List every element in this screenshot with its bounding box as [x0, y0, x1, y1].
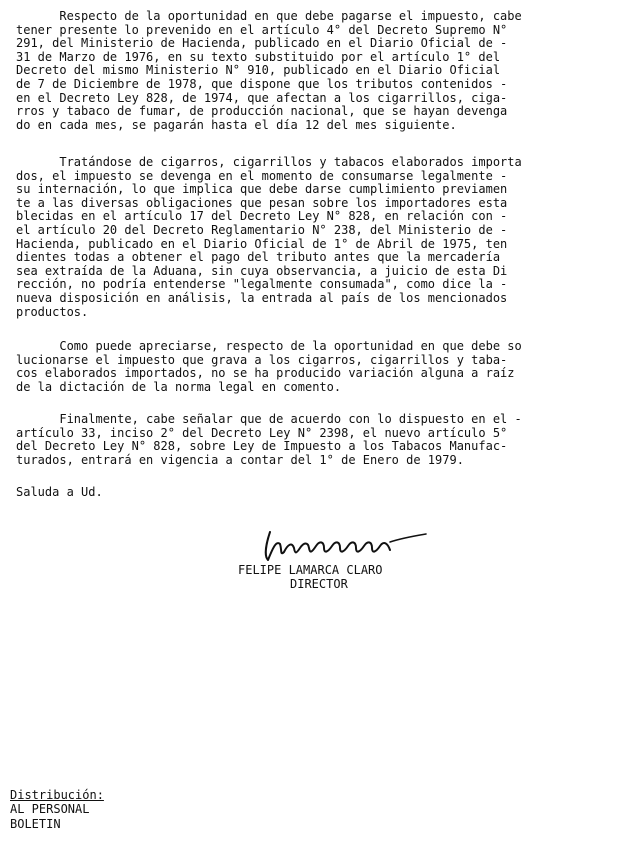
closing-text: Saluda a Ud. — [16, 485, 103, 499]
text-line: lucionarse el impuesto que grava a los cigarros, cigarrillos y taba- — [16, 352, 508, 367]
text-line: su internación, lo que implica que debe darse cumplimiento previamen — [16, 182, 508, 197]
text-line: dientes todas a obtener el pago del tributo antes que la mercadería — [16, 250, 501, 265]
closing-salutation — [16, 486, 616, 500]
text-line: el artículo 20 del Decreto Reglamentario N° 238, del Ministerio de - — [16, 222, 508, 237]
text-line: de 7 de Diciembre de 1978, que dispone que los tributos contenidos - — [16, 76, 508, 91]
text-line: blecidas en el artículo 17 del Decreto Ley N° 828, en relación con - — [16, 209, 508, 224]
distribution-item: AL PERSONAL — [10, 802, 90, 817]
text-line: rección, no podría entenderse "legalmente consumada", como dice la - — [16, 277, 508, 292]
text-line: productos. — [16, 304, 89, 319]
text-line: Tratándose de cigarros, cigarrillos y tabacos elaborados importa — [16, 155, 522, 169]
text-line: te a las diversas obligaciones que pesan sobre los importadores esta — [16, 195, 508, 210]
handwritten-signature — [262, 520, 432, 568]
text-line: tener presente lo prevenido en el artículo 4° del Decreto Supremo N° — [16, 22, 508, 37]
text-line: sea extraída de la Aduana, sin cuya observancia, a juicio de esta Di — [16, 263, 508, 278]
distribution-heading: Distribución: — [10, 788, 104, 802]
paragraph-no-variation — [16, 340, 616, 394]
text-line: do en cada mes, se pagarán hasta el día 12 del mes siguiente. — [16, 117, 457, 132]
paragraph-imported-tobacco — [16, 156, 616, 319]
text-line: de la dictación de la norma legal en comento. — [16, 379, 342, 394]
text-line: cos elaborados importados, no se ha producido variación alguna a raíz — [16, 366, 515, 381]
text-line: 291, del Ministerio de Hacienda, publicado en el Diario Oficial de - — [16, 36, 508, 51]
paragraph-effective-date — [16, 413, 616, 467]
text-line: dos, el impuesto se devenga en el momento de consumarse legalmente - — [16, 168, 508, 183]
text-line: del Decreto Ley N° 828, sobre Ley de Impuesto a los Tabacos Manufac- — [16, 439, 508, 454]
text-line: rros y tabaco de fumar, de producción nacional, que se hayan devenga — [16, 104, 508, 119]
text-line: nueva disposición en análisis, la entrada al país de los mencionados — [16, 290, 508, 305]
text-line: Respecto de la oportunidad en que debe pagarse el impuesto, cabe — [16, 9, 522, 23]
text-line: Hacienda, publicado en el Diario Oficial de 1° de Abril de 1975, ten — [16, 236, 508, 251]
text-line: 31 de Marzo de 1976, en su texto substituido por el artículo 1° del — [16, 49, 501, 64]
signatory-name: FELIPE LAMARCA CLARO — [238, 563, 383, 577]
paragraph-payment-timing — [16, 10, 616, 132]
distribution-block — [10, 788, 104, 831]
distribution-item: BOLETIN — [10, 816, 61, 831]
text-line: turados, entrará en vigencia a contar del 1° de Enero de 1979. — [16, 452, 464, 467]
text-line: artículo 33, inciso 2° del Decreto Ley N° 2398, el nuevo artículo 5° — [16, 425, 508, 440]
text-line: Como puede apreciarse, respecto de la oportunidad en que debe so — [16, 339, 522, 353]
text-line: en el Decreto Ley 828, de 1974, que afectan a los cigarrillos, ciga- — [16, 90, 508, 105]
text-line: Finalmente, cabe señalar que de acuerdo con lo dispuesto en el - — [16, 412, 522, 426]
signatory-title: DIRECTOR — [290, 577, 348, 591]
text-line: Decreto del mismo Ministerio N° 910, publicado en el Diario Oficial — [16, 63, 501, 78]
